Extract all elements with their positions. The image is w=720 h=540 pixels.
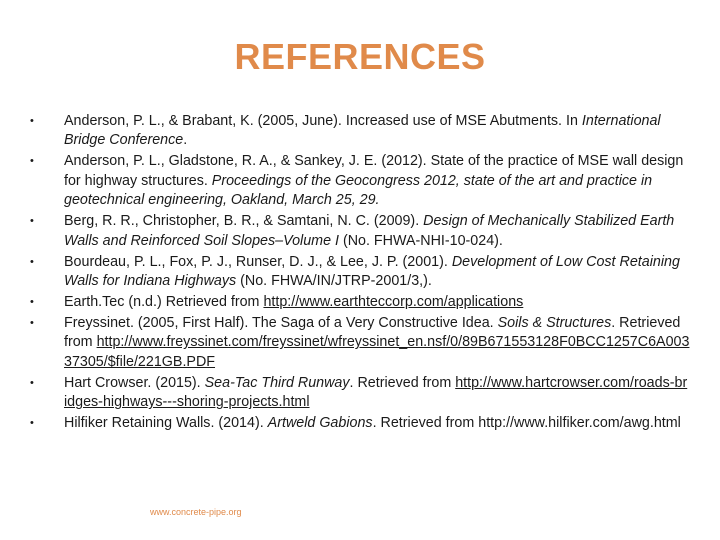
reference-text: Freyssinet. (2005, First Half). The Saga of a Very Constructive Idea. <box>64 315 498 332</box>
bullet-icon: • <box>30 317 34 330</box>
reference-text: Hilfiker Retaining Walls. (2014). <box>64 415 268 432</box>
reference-text: Anderson, P. L., & Brabant, K. (2005, June). Increased use of MSE Abutments. In <box>64 113 582 129</box>
bullet-icon: • <box>30 215 34 228</box>
reference-item <box>30 212 690 251</box>
reference-text: Earth.Tec (n.d.) Retrieved from <box>64 294 264 311</box>
reference-text-tail: . Retrieved from <box>349 374 456 391</box>
reference-text: Berg, R. R., Christopher, B. R., & Samtani, N. C. (2009). <box>64 213 424 230</box>
reference-text-tail: . Retrieved from <box>64 315 681 351</box>
reference-text: Hart Crowser. (2015). <box>64 374 205 391</box>
bullet-icon: • <box>30 376 34 389</box>
reference-italic: Design of Mechanically Stabilized Earth Walls and Reinforced Soil Slopes–Volume I <box>64 213 675 249</box>
reference-text-tail: (No. FHWA/IN/JTRP-2001/3,). <box>236 273 432 290</box>
reference-list <box>30 112 690 435</box>
freyssinet-link[interactable]: http://www.freyssinet.com/freyssinet/wfreyssinet_en.nsf/0/89B671553128F0BCC1257C6A00337305/$file/221GB.PDF <box>64 334 690 370</box>
reference-italic: Soils & Structures <box>497 315 612 332</box>
reference-text-tail: . Retrieved from http://www.hilfiker.com/awg.html <box>372 415 681 432</box>
bullet-icon: • <box>30 155 34 168</box>
reference-italic: International Bridge Conference <box>64 113 661 149</box>
bullet-icon: • <box>30 417 34 430</box>
hartcrowser-link[interactable]: http://www.hartcrowser.com/roads-bridges-highways---shoring-projects.html <box>64 374 688 411</box>
reference-italic: Proceedings of the Geocongress 2012, state of the art and practice in geotechnical engineering, Oakland, March 25, 29. <box>64 172 653 209</box>
bullet-icon: • <box>30 115 34 127</box>
bullet-icon: • <box>30 255 34 268</box>
reference-text: Anderson, P. L., Gladstone, R. A., & Sankey, J. E. (2012). State of the practice of MSE wall design for highway structures. <box>64 153 684 189</box>
reference-item <box>30 314 690 372</box>
reference-item <box>30 152 690 210</box>
reference-text-tail: (No. FHWA-NHI-10-024). <box>338 232 503 249</box>
bullet-icon: • <box>30 296 34 309</box>
footer-url: www.concrete-pipe.org <box>150 507 242 517</box>
reference-item <box>30 374 690 413</box>
reference-item <box>30 293 690 312</box>
reference-text-tail: . <box>183 132 188 149</box>
reference-italic: Sea-Tac Third Runway <box>204 374 350 391</box>
earthtec-link[interactable]: http://www.earthteccorp.com/applications <box>263 294 524 311</box>
reference-item <box>30 253 690 292</box>
reference-italic: Development of Low Cost Retaining Walls for Indiana Highways <box>64 253 680 290</box>
reference-item <box>30 112 690 151</box>
reference-item <box>30 414 690 433</box>
page-title: REFERENCES <box>234 36 486 77</box>
reference-italic: Artweld Gabions <box>267 415 373 432</box>
reference-text: Bourdeau, P. L., Fox, P. J., Runser, D. J., & Lee, J. P. (2001). <box>64 253 452 270</box>
